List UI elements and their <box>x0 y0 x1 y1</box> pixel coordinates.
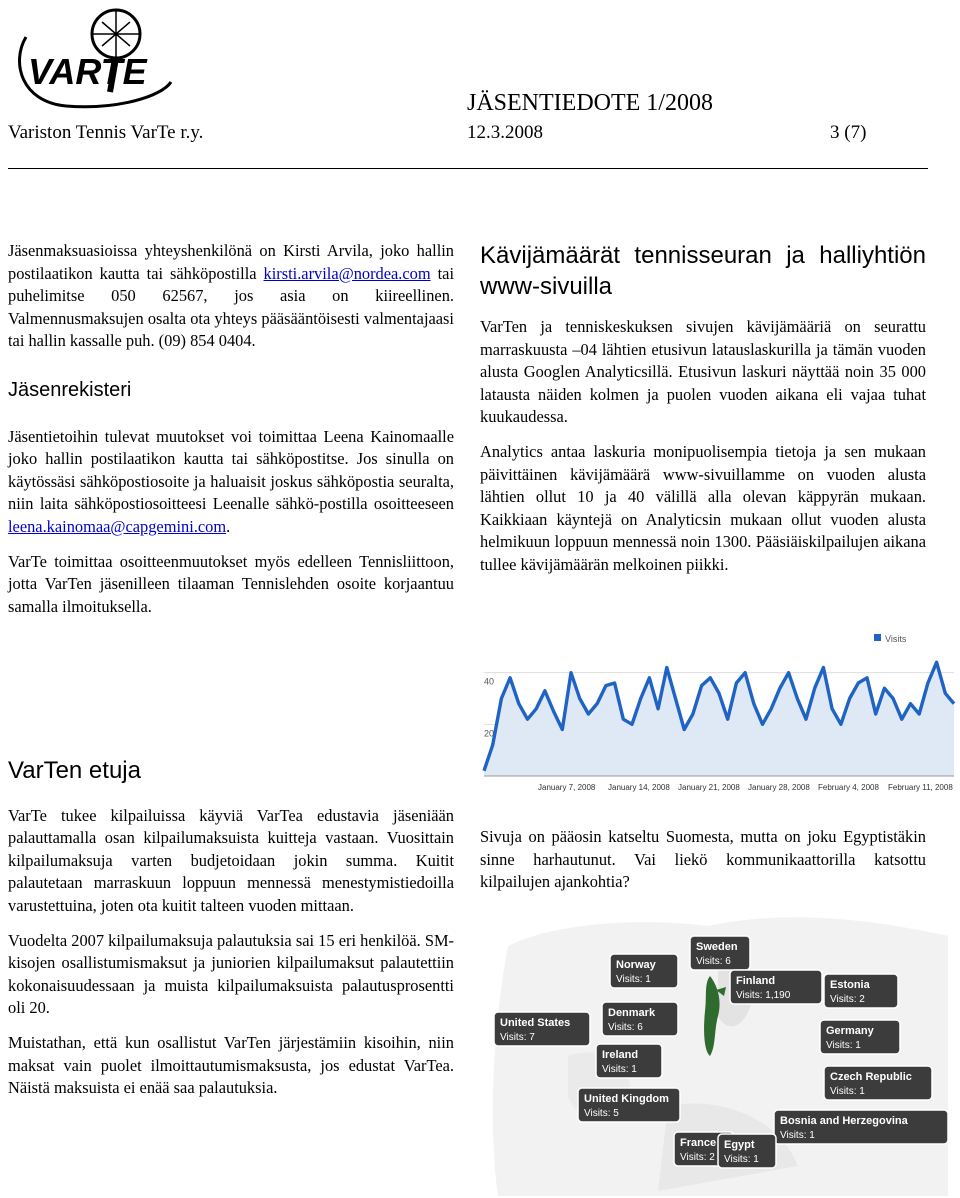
visits-chart <box>478 626 958 800</box>
map-country-visits: Visits: 2 <box>830 994 865 1005</box>
map-country-visits: Visits: 5 <box>584 1108 619 1119</box>
chart-x-tick-label: February 11, 2008 <box>888 783 953 792</box>
map-country-visits: Visits: 1 <box>724 1154 759 1165</box>
map-country-visits: Visits: 6 <box>696 956 731 967</box>
map-country-name: Sweden <box>696 941 738 953</box>
benefits-heading: VarTen etuja <box>8 757 141 784</box>
register-text-end: . <box>226 516 231 536</box>
register-paragraph-1 <box>8 426 454 539</box>
map-country-visits: Visits: 1 <box>780 1130 815 1141</box>
map-country-visits: Visits: 1 <box>616 974 651 985</box>
map-country-visits: Visits: 1 <box>830 1086 865 1097</box>
page-number: 3 (7) <box>830 122 867 143</box>
logo-text: VARTE <box>28 51 147 92</box>
map-country-label <box>820 1020 900 1054</box>
map-country-visits: Visits: 1,190 <box>736 990 791 1001</box>
chart-x-tick-label: January 28, 2008 <box>748 783 810 792</box>
organization-name: Variston Tennis VarTe r.y. <box>8 122 204 143</box>
register-paragraph-2: VarTe toimittaa osoitteenmuutokset myös edelleen Tennisliittoon, jotta VarTen jäsenilleen tilaaman Tennislehden osoite korjaantuu samalla ilmoituksella. <box>8 551 454 616</box>
map-country-visits: Visits: 6 <box>608 1022 643 1033</box>
map-country-label <box>602 1002 678 1036</box>
benefits-paragraph-1: VarTe tukee kilpailuissa käyviä VarTea edustavia jäseniään palauttamalla osan kilpailumaksuista kuitteja vastaan. Vuosittain kilpailumaksuja varten budjetoidaan jokin summa. Kuitit palautetaan marraskuun loppuun mennessä menestymistiedoilla varustettuina, joten ota kuitit talteen vuoden mittaan. <box>8 805 454 915</box>
map-country-name: Germany <box>826 1025 874 1037</box>
map-country-label <box>494 1012 590 1046</box>
contact-text-1: Jäsenmaksuasioissa yhteyshenkilönä on Kirsti Arvila, joko hallin postilaatikon kautta tai sähköpostilla <box>8 241 454 283</box>
chart-x-tick-label: January 7, 2008 <box>538 783 596 792</box>
register-email-link[interactable]: leena.kainomaa@capgemini.com <box>8 516 227 536</box>
map-country-name: Ireland <box>602 1049 639 1061</box>
map-country-name: Estonia <box>830 979 870 991</box>
left-column-bottom <box>8 757 454 1112</box>
map-country-name: United States <box>500 1017 571 1029</box>
map-country-label <box>824 1066 932 1100</box>
map-country-visits: Visits: 2 <box>680 1152 715 1163</box>
map-country-label <box>730 970 822 1004</box>
left-column-top <box>8 240 454 630</box>
visitors-paragraph-2: Analytics antaa laskuria monipuolisempia tietoja ja sen mukaan päivittäinen kävijämäärä www-sivuillamme on vuoden alusta lähtien ollut 10 ja 40 välillä alla olevan käppyrän mukaan. Kaikkiaan käyntejä on Analyticsin mukaan ollut vuoden alusta helmikuun loppuun mennessä noin 1300. Pääsiäiskilpailujen aikana tullee kävijämäärän melkoinen piikki. <box>480 441 926 574</box>
map-country-name: Czech Republic <box>830 1071 912 1083</box>
benefits-paragraph-2: Vuodelta 2007 kilpailumaksuja palautuksia sai 15 eri henkilöä. SM-kisojen osallistumismaksut ja juniorien kilpailumaksut palautettiin kokonaisuudessaan ja muista kilpailumaksuista palautusprosentti oli 20. <box>8 930 454 1018</box>
map-country-label <box>690 936 750 970</box>
register-heading: Jäsenrekisteri <box>8 378 132 401</box>
chart-x-tick-label: February 4, 2008 <box>818 783 879 792</box>
chart-y-tick-label: 20 <box>484 728 495 739</box>
map-country-name: United Kingdom <box>584 1093 669 1105</box>
varte-logo <box>6 2 176 112</box>
right-column-bottom <box>480 826 926 906</box>
map-country-label <box>824 974 898 1008</box>
map-country-name: France <box>680 1137 717 1149</box>
visitors-heading: Kävijämäärät tennisseuran ja halliyhtiön www-sivuilla <box>480 242 926 300</box>
contact-text-2: tai puhelimitse 050 62567, jos asia on kiireellinen. Valmennusmaksujen osalta ota yhteys pääsääntöisesti valmentajaasi tai hallin kassalle puh. (09) 854 0404. <box>8 263 454 351</box>
map-country-label <box>718 1134 776 1168</box>
right-column <box>480 240 926 589</box>
map-country-name: Denmark <box>608 1007 656 1019</box>
map-country-label <box>774 1110 948 1144</box>
map-country-visits: Visits: 7 <box>500 1032 535 1043</box>
header-divider <box>8 168 928 169</box>
benefits-paragraph-3: Muistathan, että kun osallistut VarTen järjestämiin kisoihin, niin maksat vain puolet ilmoittautumismaksusta, jos edustat VarTea. Näistä maksuista ei enää saa palautuksia. <box>8 1032 454 1098</box>
map-country-label <box>596 1044 662 1078</box>
map-country-name: Finland <box>736 975 776 987</box>
chart-x-tick-label: January 21, 2008 <box>678 783 740 792</box>
chart-y-tick-label: 40 <box>484 676 495 687</box>
map-country-visits: Visits: 1 <box>826 1040 861 1051</box>
visits-map <box>478 906 958 1196</box>
contact-email-link[interactable]: kirsti.arvila@nordea.com <box>263 263 431 283</box>
chart-legend-text: Visits <box>885 634 907 644</box>
map-country-name: Bosnia and Herzegovina <box>780 1115 908 1127</box>
map-country-label <box>578 1088 680 1122</box>
map-country-name: Egypt <box>724 1139 755 1151</box>
bulletin-date: 12.3.2008 <box>467 122 543 143</box>
visitors-paragraph-3: Sivuja on pääosin katseltu Suomesta, mutta on joku Egyptistäkin sinne harhautunut. Vai liekö kommunikaattorilla katsottu kilpailujen ajankohtia? <box>480 827 926 892</box>
bulletin-title: JÄSENTIEDOTE 1/2008 <box>467 90 713 116</box>
map-country-name: Norway <box>616 959 656 971</box>
register-text: Jäsentietoihin tulevat muutokset voi toimittaa Leena Kainomaalle joko hallin postilaatikon kautta tai sähköpostitse. Jos sinulla on käytössäsi sähköpostiosoite ja haluaisit joskus sähköpostia seuralta, niin laita sähköpostiosoitteesi Leenalle sähkö-postilla osoitteeseen <box>8 426 454 514</box>
visitors-paragraph-1: VarTen ja tenniskeskuksen sivujen kävijämääriä on seurattu marraskuusta –04 lähtien etusivun latauslaskurilla ja tämän vuoden alusta Googlen Analyticsillä. Etusivun laskuri näyttää noin 35 000 latausta näiden kolmen ja puolen vuoden aikana eli vajaa tuhat kuukaudessa. <box>480 317 926 427</box>
map-country-visits: Visits: 1 <box>602 1064 637 1075</box>
contact-paragraph <box>8 240 454 353</box>
chart-x-tick-label: January 14, 2008 <box>608 783 670 792</box>
map-country-label <box>610 954 678 988</box>
